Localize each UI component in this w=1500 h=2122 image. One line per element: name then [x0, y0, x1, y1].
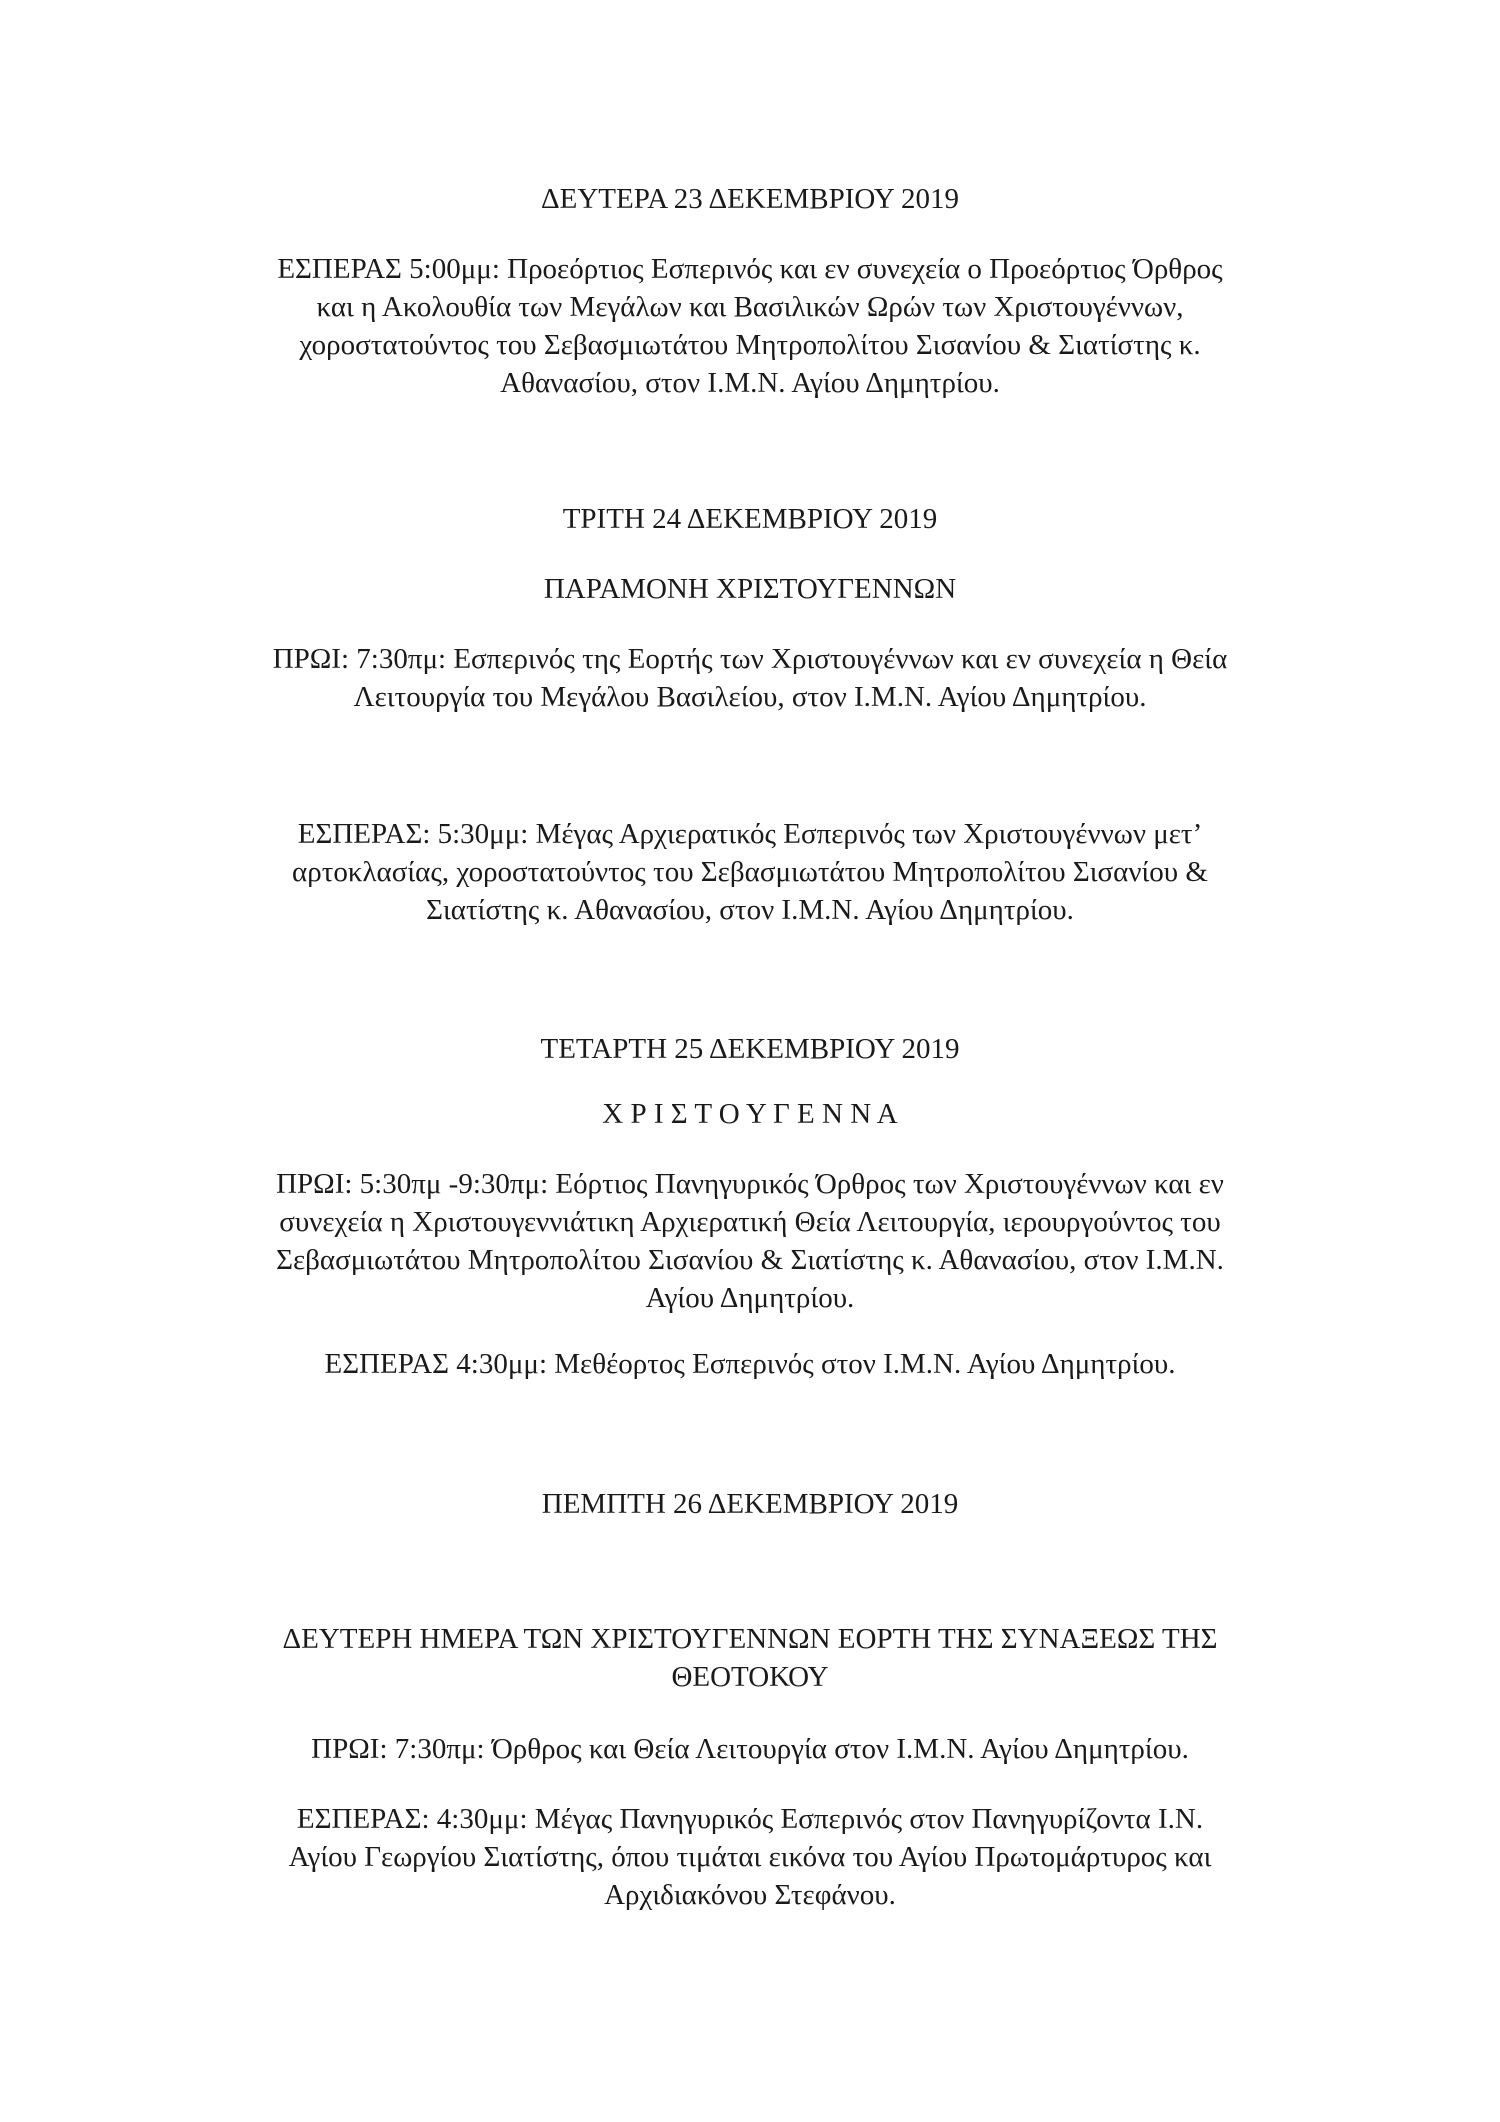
service-line: ΕΣΠΕΡΑΣ: 4:30μμ: Μέγας Πανηγυρικός Εσπερινός στον Πανηγυρίζοντα Ι.Ν. — [296, 1803, 1204, 1835]
day4-evening-service — [240, 1800, 1260, 1914]
day1-heading — [240, 180, 1260, 218]
day2-evening-service — [240, 815, 1260, 929]
service-line: Αθανασίου, στον Ι.Μ.Ν. Αγίου Δημητρίου. — [500, 367, 1000, 399]
day3-evening-service — [240, 1345, 1260, 1383]
service-line: Αρχιδιακόνου Στεφάνου. — [604, 1879, 896, 1911]
day3-heading — [240, 1030, 1260, 1068]
service-line: Σιατίστης κ. Αθανασίου, στον Ι.Μ.Ν. Αγίου Δημητρίου. — [426, 894, 1074, 926]
service-line: και η Ακολουθία των Μεγάλων και Βασιλικών Ωρών των Χριστουγέννων, — [316, 291, 1184, 323]
day-heading: ΤΕΤΑΡΤΗ 25 ΔΕΚΕΜΒΡΙΟΥ 2019 — [540, 1033, 960, 1065]
day3-feast-title — [240, 1095, 1260, 1133]
service-line: ΕΣΠΕΡΑΣ: 5:30μμ: Μέγας Αρχιερατικός Εσπερινός των Χριστουγέννων μετ’ — [297, 818, 1203, 850]
feast-title: Χ Ρ Ι Σ Τ Ο Υ Γ Ε Ν Ν Α — [602, 1098, 898, 1130]
day4-feast-title — [240, 1620, 1260, 1696]
service-line: ΠΡΩΙ: 7:30πμ: Εσπερινός της Εορτής των Χριστουγέννων και εν συνεχεία η Θεία — [272, 643, 1228, 675]
service-line: χοροστατούντος του Σεβασμιωτάτου Μητροπολίτου Σισανίου & Σιατίστης κ. — [299, 329, 1201, 361]
service-line: Αγίου Δημητρίου. — [645, 1282, 855, 1314]
service-line: Αγίου Γεωργίου Σιατίστης, όπου τιμάται εικόνα του Αγίου Πρωτομάρτυρος και — [288, 1841, 1212, 1873]
day4-heading — [240, 1485, 1260, 1523]
day-heading: ΤΡΙΤΗ 24 ΔΕΚΕΜΒΡΙΟΥ 2019 — [562, 503, 938, 535]
service-line: ΕΣΠΕΡΑΣ 4:30μμ: Μεθέορτος Εσπερινός στον Ι.Μ.Ν. Αγίου Δημητρίου. — [324, 1348, 1176, 1380]
day1-evening-service — [240, 250, 1260, 402]
service-line: ΠΡΩΙ: 5:30πμ -9:30πμ: Εόρτιος Πανηγυρικός Όρθρος των Χριστουγέννων και εν — [276, 1168, 1224, 1200]
service-line: ΕΣΠΕΡΑΣ 5:00μμ: Προεόρτιος Εσπερινός και εν συνεχεία ο Προεόρτιος Όρθρος — [277, 253, 1223, 285]
day4-morning-service — [240, 1730, 1260, 1768]
service-line: Σεβασμιωτάτου Μητροπολίτου Σισανίου & Σιατίστης κ. Αθανασίου, στον Ι.Μ.Ν. — [276, 1244, 1224, 1276]
day2-feast-title — [240, 570, 1260, 608]
day-heading: ΠΕΜΠΤΗ 26 ΔΕΚΕΜΒΡΙΟΥ 2019 — [541, 1488, 959, 1520]
day2-morning-service — [240, 640, 1260, 716]
service-line: ΠΡΩΙ: 7:30πμ: Όρθρος και Θεία Λειτουργία στον Ι.Μ.Ν. Αγίου Δημητρίου. — [311, 1733, 1189, 1765]
day3-morning-service — [240, 1165, 1260, 1317]
feast-title: ΔΕΥΤΕΡΗ ΗΜΕΡΑ ΤΩΝ ΧΡΙΣΤΟΥΓΕΝΝΩΝ ΕΟΡΤΗ ΤΗΣ ΣΥΝΑΞΕΩΣ ΤΗΣ — [282, 1623, 1218, 1655]
feast-title: ΠΑΡΑΜΟΝΗ ΧΡΙΣΤΟΥΓΕΝΝΩΝ — [543, 573, 957, 605]
feast-title: ΘΕΟΤΟΚΟΥ — [671, 1661, 829, 1693]
service-line: συνεχεία η Χριστουγεννιάτικη Αρχιερατική Θεία Λειτουργία, ιερουργούντος του — [279, 1206, 1221, 1238]
service-line: αρτοκλασίας, χοροστατούντος του Σεβασμιωτάτου Μητροπολίτου Σισανίου & — [292, 856, 1208, 888]
service-line: Λειτουργία του Μεγάλου Βασιλείου, στον Ι.Μ.Ν. Αγίου Δημητρίου. — [353, 681, 1147, 713]
day2-heading — [240, 500, 1260, 538]
day-heading: ΔΕΥΤΕΡΑ 23 ΔΕΚΕΜΒΡΙΟΥ 2019 — [540, 183, 960, 215]
